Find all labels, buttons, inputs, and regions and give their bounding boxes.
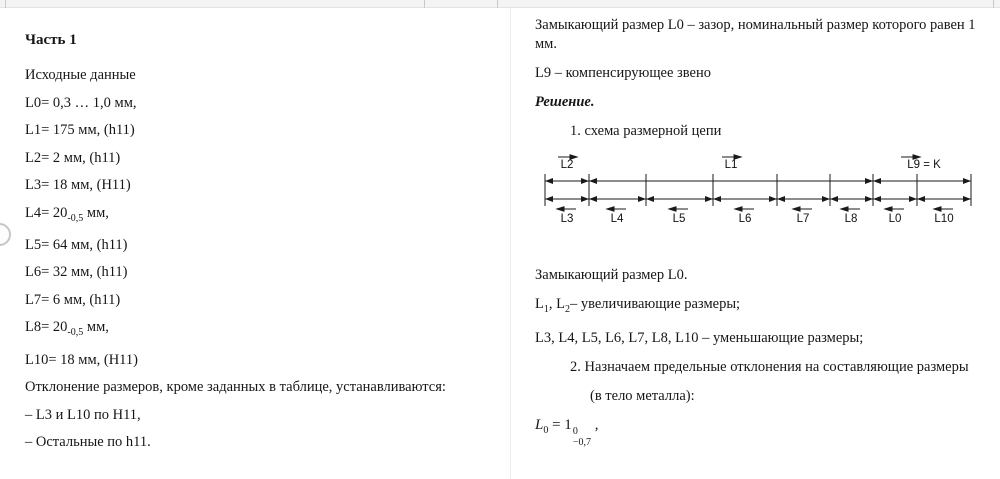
chain-label-l0: L0 <box>888 213 902 225</box>
chain-extension-ticks <box>545 174 971 206</box>
page-divider <box>510 8 511 479</box>
chain-label-l2: L2 <box>560 159 574 171</box>
left-page-column <box>25 8 493 463</box>
given-l7: L7= 6 мм, (h11) <box>25 291 121 308</box>
given-l10: L10= 18 мм, (H11) <box>25 351 138 368</box>
given-l8 <box>25 320 493 340</box>
formula-l0 <box>535 416 993 449</box>
formula-equals: = 1 <box>548 416 572 433</box>
formula-lower-deviation: −0,7 <box>572 437 591 449</box>
deviation-note: Отклонение размеров, кроме заданных в таблице, устанавливаются: <box>25 379 446 396</box>
right-page-column <box>535 8 993 459</box>
given-l4-unit: мм, <box>83 204 109 221</box>
page-edge-mark <box>5 0 6 8</box>
section-title: Часть 1 <box>25 32 77 48</box>
solution-heading: Решение. <box>535 94 595 110</box>
page-edge-mark <box>497 0 498 8</box>
chain-label-l3: L3 <box>560 213 574 225</box>
page-edge-mark <box>993 0 994 8</box>
margin-anchor-button[interactable] <box>0 223 11 246</box>
chain-label-l4: L4 <box>610 213 624 225</box>
formula-tail: , <box>590 416 599 433</box>
formula-upper-deviation: 0 <box>572 425 578 437</box>
deviation-bullet-1: – L3 и L10 по H11, <box>25 406 141 423</box>
chain-label-l9: L9 = K <box>907 159 941 171</box>
step-2-line-1: 2. Назначаем предельные отклонения на составляющие размеры <box>570 358 969 375</box>
intro-line: Исходные данные <box>25 67 136 83</box>
chain-labels <box>561 159 954 225</box>
formula-tolerance <box>573 426 591 449</box>
chain-label-l7: L7 <box>796 213 810 225</box>
decreasing-links-line: L3, L4, L5, L6, L7, L8, L10 – уменьшающие размеры; <box>535 329 864 346</box>
deviation-bullet-2: – Остальные по h11. <box>25 434 151 451</box>
formula-variable-sub: 0 <box>543 424 549 436</box>
given-l1: L1= 175 мм, (h11) <box>25 122 135 138</box>
given-l4-main: L4= 20 <box>25 204 68 221</box>
increasing-l2: , L <box>548 296 565 312</box>
given-l5: L5= 64 мм, (h11) <box>25 236 128 253</box>
chain-label-l8: L8 <box>844 213 858 225</box>
given-l4 <box>25 206 493 226</box>
dimension-chain-diagram <box>543 151 993 236</box>
given-l0: L0= 0,3 … 1,0 мм, <box>25 94 137 111</box>
chain-label-l6: L6 <box>738 213 752 225</box>
chain-label-l5: L5 <box>672 213 686 225</box>
chain-vector-arrows <box>557 155 953 211</box>
increasing-l1-sub: 1 <box>543 303 549 315</box>
closing-size-line: Замыкающий размер L0. <box>535 267 688 283</box>
increasing-l1: L <box>535 296 544 312</box>
increasing-l2-sub: 2 <box>564 303 570 315</box>
dimension-chain-svg <box>543 151 973 231</box>
step-2-line-2: (в тело металла): <box>590 387 695 404</box>
given-l8-tolerance: -0,5 <box>67 327 84 339</box>
given-l4-tolerance: -0,5 <box>67 212 84 224</box>
given-l2: L2= 2 мм, (h11) <box>25 149 121 166</box>
page-top-strip <box>0 0 1000 8</box>
given-l3: L3= 18 мм, (H11) <box>25 177 131 193</box>
given-l8-main: L8= 20 <box>25 319 68 336</box>
step-1-label: 1. схема размерной цепи <box>570 123 722 139</box>
chain-arrowheads <box>545 178 971 202</box>
closing-size-paragraph: Замыкающий размер L0 – зазор, номинальный размер которого равен 1 мм. <box>535 17 976 52</box>
chain-label-l10: L10 <box>934 213 954 225</box>
formula-variable: L <box>535 416 544 433</box>
given-l6: L6= 32 мм, (h11) <box>25 264 128 281</box>
page-edge-mark <box>424 0 425 8</box>
compensating-link-line: L9 – компенсирующее звено <box>535 65 711 81</box>
increasing-tail: – увеличивающие размеры; <box>569 296 741 312</box>
chain-label-l1: L1 <box>724 159 738 171</box>
given-l8-unit: мм, <box>83 319 109 336</box>
chain-dimension-lines <box>545 181 971 199</box>
increasing-links-line <box>535 295 993 319</box>
